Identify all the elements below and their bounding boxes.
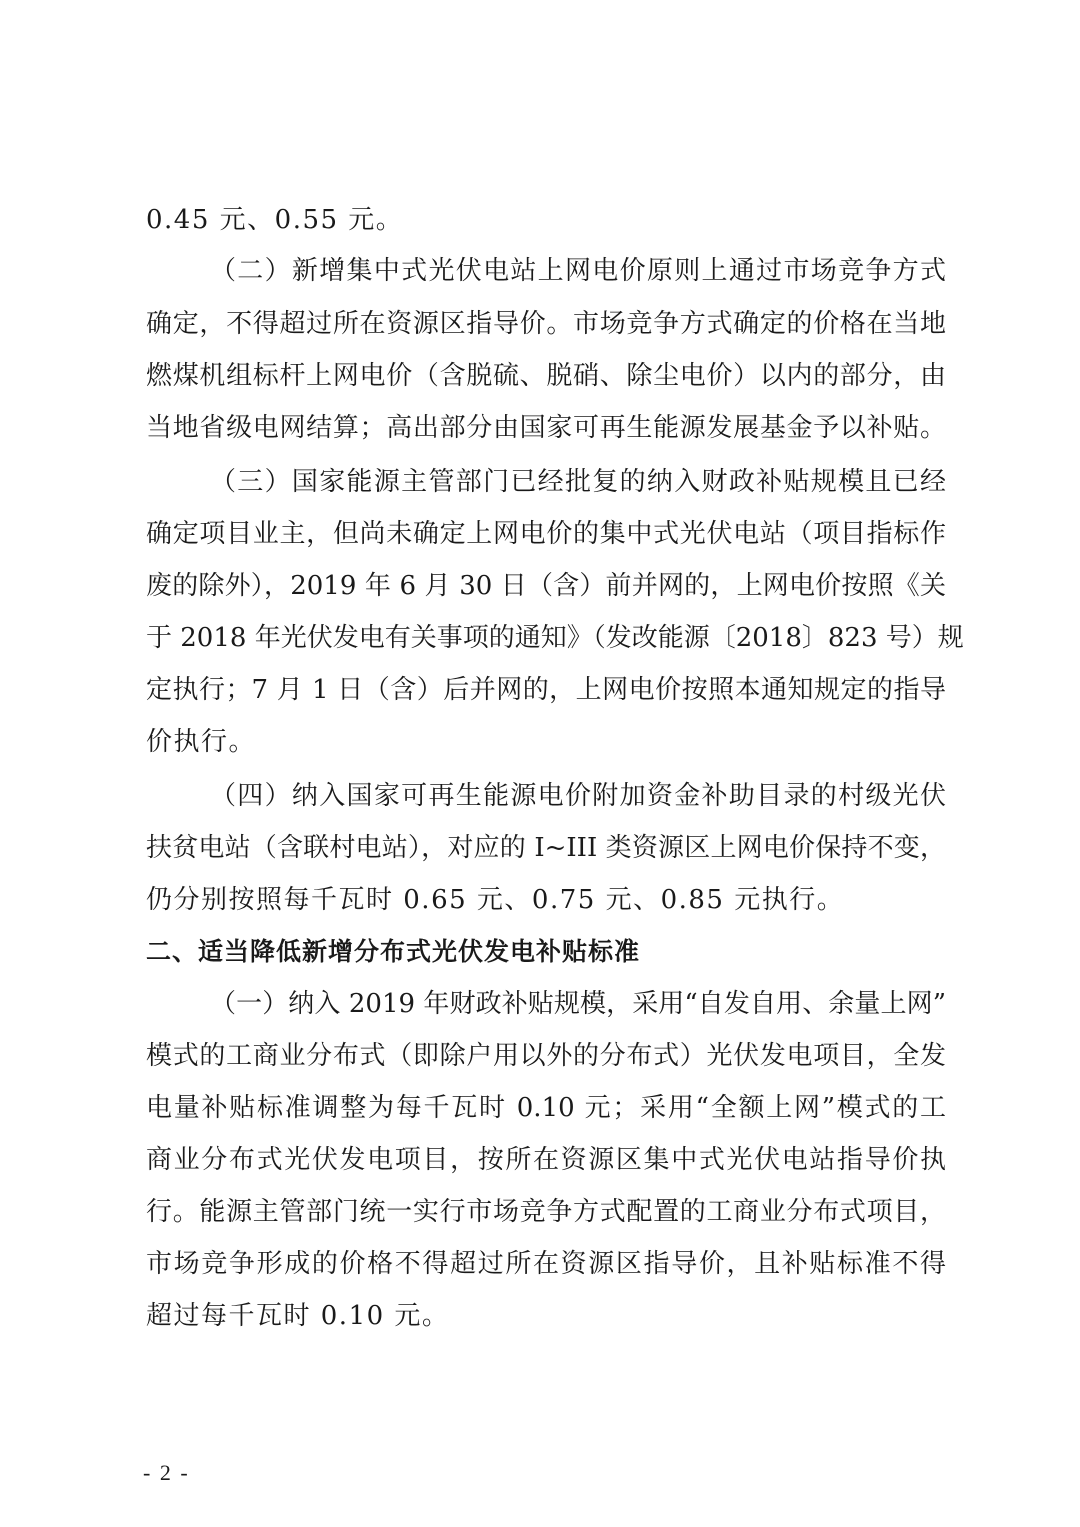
text-line: 电量补贴标准调整为每千瓦时 0.10 元；采用“全额上网”模式的工 bbox=[146, 1093, 946, 1123]
text-line: 仍分别按照每千瓦时 0.65 元、0.75 元、0.85 元执行。 bbox=[146, 885, 845, 915]
text-line: 扶贫电站（含联村电站），对应的 I~III 类资源区上网电价保持不变， bbox=[146, 833, 946, 863]
paragraph-5-line-1: （一）纳入 2019 年财政补贴规模，采用“自发自用、余量上网” bbox=[210, 989, 946, 1019]
text-line: 当地省级电网结算；高出部分由国家可再生能源发展基金予以补贴。 bbox=[146, 413, 946, 443]
text-line: 超过每千瓦时 0.10 元。 bbox=[146, 1301, 450, 1331]
text-line: 确定，不得超过所在资源区指导价。市场竞争方式确定的价格在当地 bbox=[146, 309, 946, 339]
text-line: 0.45 元、0.55 元。 bbox=[146, 205, 404, 235]
paragraph-2-line-1: （二）新增集中式光伏电站上网电价原则上通过市场竞争方式 bbox=[210, 256, 946, 286]
text-line: 模式的工商业分布式（即除户用以外的分布式）光伏发电项目，全发 bbox=[146, 1041, 946, 1071]
text-line: 定执行；7 月 1 日（含）后并网的，上网电价按照本通知规定的指导 bbox=[146, 675, 946, 705]
section-heading: 二、适当降低新增分布式光伏发电补贴标准 bbox=[146, 937, 641, 966]
text-line: 行。能源主管部门统一实行市场竞争方式配置的工商业分布式项目， bbox=[146, 1197, 946, 1227]
text-line: 价执行。 bbox=[146, 727, 257, 757]
text-line: 商业分布式光伏发电项目，按所在资源区集中式光伏电站指导价执 bbox=[146, 1145, 946, 1175]
paragraph-4-line-1: （四）纳入国家可再生能源电价附加资金补助目录的村级光伏 bbox=[210, 781, 946, 811]
page-number: - 2 - bbox=[143, 1460, 190, 1485]
text-line: 燃煤机组标杆上网电价（含脱硫、脱硝、除尘电价）以内的部分，由 bbox=[146, 361, 946, 391]
text-line: 废的除外），2019 年 6 月 30 日（含）前并网的，上网电价按照《关 bbox=[146, 571, 946, 601]
text-line: 市场竞争形成的价格不得超过所在资源区指导价，且补贴标准不得 bbox=[146, 1249, 946, 1279]
text-line: 确定项目业主，但尚未确定上网电价的集中式光伏电站（项目指标作 bbox=[146, 519, 946, 549]
paragraph-3-line-1: （三）国家能源主管部门已经批复的纳入财政补贴规模且已经 bbox=[210, 467, 946, 497]
text-line: 于 2018 年光伏发电有关事项的通知》（发改能源〔2018〕823 号）规 bbox=[146, 623, 964, 653]
